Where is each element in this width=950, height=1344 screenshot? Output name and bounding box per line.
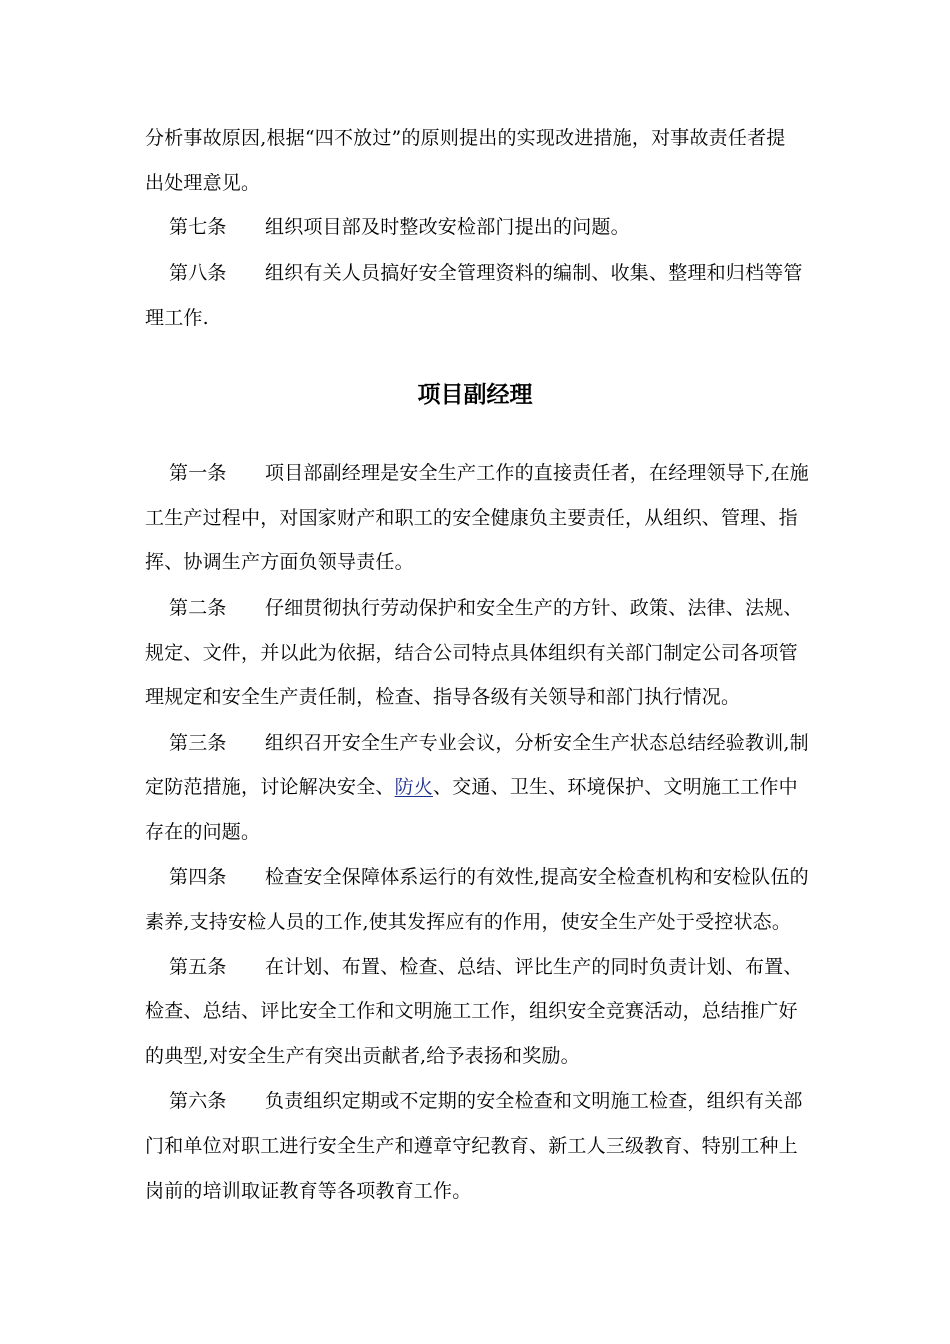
line-text: 、交通、卫生、环境保护、文明施工工作中 <box>433 776 798 798</box>
article-2 <box>169 597 803 619</box>
article-4 <box>169 866 809 888</box>
paragraph-line <box>145 776 798 798</box>
article-label: 第四条 <box>169 866 227 888</box>
article-label: 第二条 <box>169 597 227 619</box>
paragraph-line: 出处理意见。 <box>145 172 261 194</box>
section-title: 项目副经理 <box>417 381 533 408</box>
article-label: 第三条 <box>169 732 227 754</box>
article-label: 第六条 <box>169 1090 227 1112</box>
article-5 <box>169 956 803 978</box>
article-3 <box>169 732 809 754</box>
article-text: 组织召开安全生产专业会议，分析安全生产状态总结经验教训,制 <box>265 732 809 754</box>
article-label: 第七条 <box>169 216 227 238</box>
paragraph-line: 挥、协调生产方面负领导责任。 <box>145 551 414 573</box>
fire-prevention-link[interactable]: 防火 <box>394 776 434 798</box>
paragraph-line: 的典型,对安全生产有突出贡献者,给予表扬和奖励。 <box>145 1045 580 1067</box>
paragraph-line: 理工作. <box>145 307 209 329</box>
article-text: 组织有关人员搞好安全管理资料的编制、收集、整理和归档等管 <box>265 262 803 284</box>
paragraph-line: 分析事故原因,根据“四不放过”的原则提出的实现改进措施，对事故责任者提 <box>145 127 786 149</box>
paragraph-line: 素养,支持安检人员的工作,使其发挥应有的作用，使安全生产处于受控状态。 <box>145 911 792 933</box>
paragraph-line: 规定、文件，并以此为依据，结合公司特点具体组织有关部门制定公司各项管 <box>145 642 798 664</box>
paragraph-line: 理规定和安全生产责任制，检查、指导各级有关领导和部门执行情况。 <box>145 686 741 708</box>
paragraph-line: 工生产过程中，对国家财产和职工的安全健康负主要责任，从组织、管理、指 <box>145 507 798 529</box>
article-label: 第一条 <box>169 462 227 484</box>
article-label: 第五条 <box>169 956 227 978</box>
article-6 <box>169 1090 803 1112</box>
paragraph-line: 存在的问题。 <box>145 821 261 843</box>
paragraph-line: 检查、总结、评比安全工作和文明施工工作，组织安全竞赛活动，总结推广好 <box>145 1000 798 1022</box>
article-text: 仔细贯彻执行劳动保护和安全生产的方针、政策、法律、法规、 <box>265 597 803 619</box>
line-text: 定防范措施，讨论解决安全、 <box>145 776 395 798</box>
article-label: 第八条 <box>169 262 227 284</box>
article-text: 组织项目部及时整改安检部门提出的问题。 <box>265 216 630 238</box>
paragraph-line: 门和单位对职工进行安全生产和遵章守纪教育、新工人三级教育、特别工种上 <box>145 1135 798 1157</box>
article-7 <box>169 216 630 238</box>
article-1 <box>169 462 809 484</box>
article-text: 项目部副经理是安全生产工作的直接责任者，在经理领导下,在施 <box>265 462 809 484</box>
article-text: 检查安全保障体系运行的有效性,提高安全检查机构和安检队伍的 <box>265 866 809 888</box>
article-text: 负责组织定期或不定期的安全检查和文明施工检查，组织有关部 <box>265 1090 803 1112</box>
article-text: 在计划、布置、检查、总结、评比生产的同时负责计划、布置、 <box>265 956 803 978</box>
article-8 <box>169 262 803 284</box>
paragraph-line: 岗前的培训取证教育等各项教育工作。 <box>145 1180 472 1202</box>
